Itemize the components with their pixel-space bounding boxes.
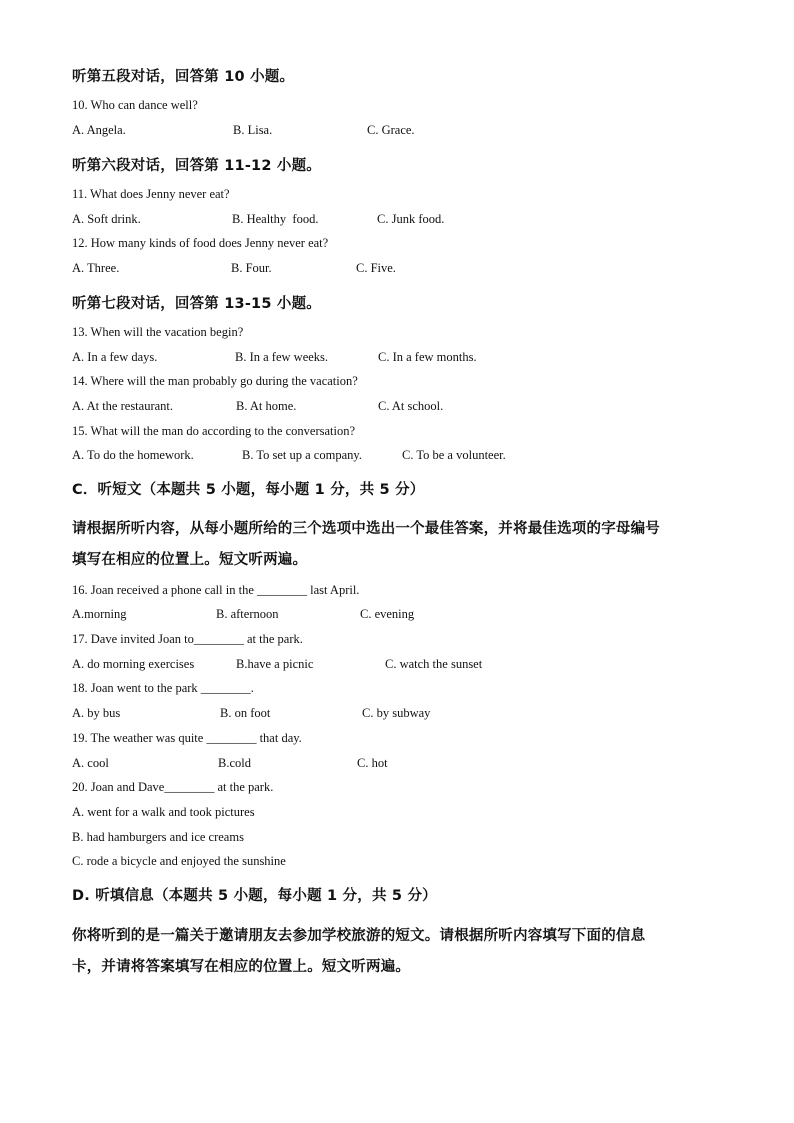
question-text: 16. Joan received a phone call in the ________ last April.: [72, 583, 360, 597]
instruction-text: 请根据所听内容，从每小题所给的三个选项中选出一个最佳答案，并将最佳选项的字母编号: [72, 521, 660, 537]
instruction-text: 你将听到的是一篇关于邀请朋友去参加学校旅游的短文。请根据所听内容填写下面的信息: [72, 928, 646, 944]
question-text: 18. Joan went to the park ________.: [72, 681, 254, 695]
option-c: C. Grace.: [367, 123, 415, 137]
option-c: C. Five.: [356, 261, 396, 275]
option-c: C. by subway: [362, 706, 431, 720]
option-a: A. Angela.: [72, 123, 126, 137]
option-b: B. At home.: [236, 399, 297, 413]
option-c: C. At school.: [378, 399, 444, 413]
option-b: B. on foot: [220, 706, 271, 720]
option-a: A. To do the homework.: [72, 448, 194, 462]
option-a: A. In a few days.: [72, 350, 158, 364]
option-b: B. afternoon: [216, 607, 279, 621]
question-text: 15. What will the man do according to the conversation?: [72, 424, 356, 438]
option-a: A.morning: [72, 607, 127, 621]
option-a: A. by bus: [72, 706, 121, 720]
question-text: 20. Joan and Dave________ at the park.: [72, 780, 274, 794]
option-c: C. evening: [360, 607, 415, 621]
option-a: A. went for a walk and took pictures: [72, 805, 255, 819]
question-text: 17. Dave invited Joan to________ at the park.: [72, 632, 303, 646]
section-heading: C．听短文（本题共 5 小题，每小题 1 分，共 5 分）: [72, 482, 425, 498]
option-b: B. Healthy food.: [232, 212, 319, 226]
question-text: 10. Who can dance well?: [72, 98, 198, 112]
section-heading: 听第七段对话，回答第 13-15 小题。: [72, 296, 321, 312]
option-a: A. do morning exercises: [72, 657, 195, 671]
option-c: C. rode a bicycle and enjoyed the sunshine: [72, 854, 286, 868]
option-a: A. Three.: [72, 261, 120, 275]
option-b: B. Four.: [231, 261, 272, 275]
option-b: B.cold: [218, 756, 251, 770]
option-c: C. Junk food.: [377, 212, 445, 226]
option-a: A. Soft drink.: [72, 212, 141, 226]
section-heading: 听第六段对话，回答第 11-12 小题。: [72, 158, 321, 174]
option-b: B. Lisa.: [233, 123, 273, 137]
question-text: 14. Where will the man probably go during the vacation?: [72, 374, 358, 388]
option-b: B. To set up a company.: [242, 448, 362, 462]
question-text: 12. How many kinds of food does Jenny never eat?: [72, 236, 329, 250]
instruction-text: 卡，并请将答案填写在相应的位置上。短文听两遍。: [72, 959, 411, 975]
option-b: B.have a picnic: [236, 657, 314, 671]
option-c: C. To be a volunteer.: [402, 448, 506, 462]
section-heading: 听第五段对话，回答第 10 小题。: [72, 69, 295, 85]
question-text: 19. The weather was quite ________ that day.: [72, 731, 302, 745]
question-text: 13. When will the vacation begin?: [72, 325, 244, 339]
question-text: 11. What does Jenny never eat?: [72, 187, 230, 201]
option-c: C. watch the sunset: [385, 657, 483, 671]
option-c: C. hot: [357, 756, 388, 770]
option-b: B. had hamburgers and ice creams: [72, 830, 244, 844]
section-heading: D. 听填信息（本题共 5 小题，每小题 1 分，共 5 分）: [72, 888, 437, 904]
option-c: C. In a few months.: [378, 350, 477, 364]
option-b: B. In a few weeks.: [235, 350, 329, 364]
option-a: A. cool: [72, 756, 109, 770]
option-a: A. At the restaurant.: [72, 399, 174, 413]
instruction-text: 填写在相应的位置上。短文听两遍。: [72, 552, 308, 568]
